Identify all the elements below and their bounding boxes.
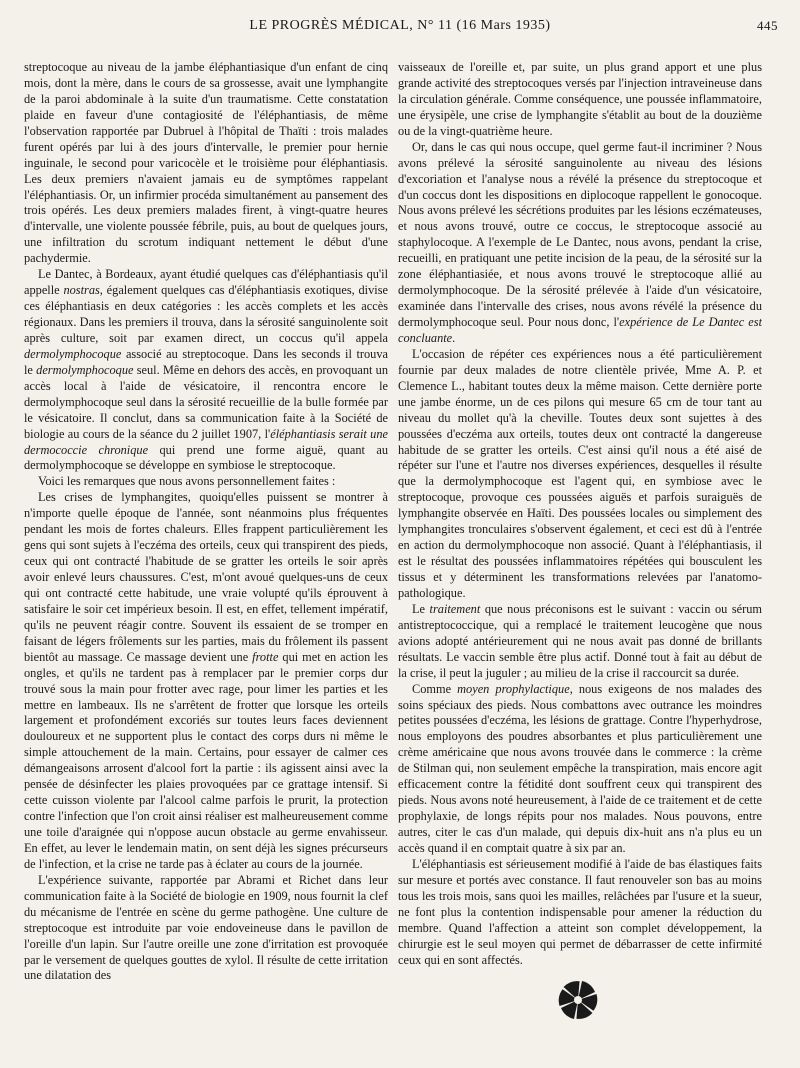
paragraph bbox=[398, 602, 762, 682]
paragraph bbox=[24, 490, 388, 873]
paragraph: L'occasion de répéter ces expériences nous a été particulièrement fournie par deux malades de notre clientèle privée, Mme A. P. et Clemence L., habitant toutes deux la même maison. Cette dernière porte une jambe énorme, un de ces pilons qui mesure 65 cm de tour tant au niveau du mollet qu'à la cheville. Toutes deux sont sujettes à des poussées d'eczéma aux orteils, toutes deux ont contracté la dangereuse habitude de se gratter les orteils. C'est ainsi qu'il nous a été aisé de répéter sur l'une et l'autre nos diverses expériences, desquelles il résulte que la dermolymphocoque est l'agent qui, en symbiose avec le streptocoque, provoque ces poussées aiguës et parfois suraiguës de lymphangite observée en Haïti. Des poussées locales ou simplement des lymphangites tronculaires s'observent également, et ceci est dû à l'entrée en action du dermolymphocoque non associé. Quant à l'éléphantiasis, il est le résultat des poussées inflammatoires répétées qui bousculent les tissus et y déterminent les transformations relevées par l'anatomo-pathologique. bbox=[398, 346, 762, 600]
italic-text: dermolymphocoque bbox=[36, 362, 134, 377]
italic-text: dermolymphocoque bbox=[24, 346, 122, 361]
text-run: qui prend une forme aiguë, quant au dermolymphocoque se développe en symbiose le streptocoque. bbox=[24, 442, 388, 473]
italic-text: frotte bbox=[252, 649, 279, 664]
text-run: , également quelques cas d'éléphantiasis exotiques, divise ces éléphantiasis en deux catégories : les accès complets et les accès régionaux. Dans les premiers il trouva, dans la sérosité sanguinolente soit après culture, soit par examen direct, un coccus qu'il appela bbox=[24, 283, 388, 345]
running-header bbox=[0, 18, 800, 40]
paragraph: L'expérience suivante, rapportée par Abrami et Richet dans leur communication faite à la Société de biologie en 1909, nous fournit la clef du mécanisme de l'entrée en scène du germe pathogène. Une culture de streptocoque est introduite par voie endoveineuse dans le pavillon de l'oreille d'un lapin. Sur l'autre oreille une zone d'irritation est provoquée par le versement de quelques gouttes de xylol. Il résulte de cette irritation une dilatation des bbox=[24, 872, 388, 983]
page-number: 445 bbox=[757, 18, 778, 33]
italic-text: traitement bbox=[429, 601, 481, 616]
paragraph: streptocoque au niveau de la jambe éléphantiasique d'un enfant de cinq mois, dont la mère, dans le cours de sa grossesse, avait une lymphangite de la paroi abdominale à la suite d'un traumatisme. Cette constatation plaide en faveur d'une contagiosité de l'éléphantiasis, de même l'observation rapportée par Dubruel à l'hôpital de Thaïti : trois malades furent opérés par lui à des jours d'intervalle, le premier pour hernie inguinale, le second pour varicocèle et le troisième pour éléphantiasis. Les deux premiers n'avaient jamais eu de symptômes rappelant l'éléphantiasis. Or, un infirmier procéda simultanément au pansement des trois opérés. Les deux premiers malades firent, à vingt-quatre heures d'intervalle, une violente poussée fébrile, puis, au bout de quelques jours, une infiltration du scrotum indiquant nettement le début d'une pachydermie. bbox=[24, 60, 388, 266]
text-run: Le bbox=[412, 601, 430, 616]
italic-text: expérience de Le Dantec est concluante bbox=[398, 315, 762, 345]
text-run: Le Dantec, à Bordeaux, ayant étudié quelques cas d'éléphantiasis qu'il appelle bbox=[24, 267, 388, 298]
text-run: Or, dans le cas qui nous occupe, quel germe faut-il incriminer ? Nous avons prélevé la sérosité sanguinolente au niveau des lésions d'excoriation et l'analyse nous a révélé la présence du streptocoque et d'un coccus dont les dispositions en diplocoque rappellent le gonocoque. Nous avons prélevé les sécrétions produites par les lésions eczémateuses, et nous avons trouvé, outre ce coccus, le streptocoque associé au staphylocoque. A l'exemple de Le Dantec, nous avons, pendant la crise, recueilli, en pratiquant une petite incision de la peau, de la sérosité sur la zone éléphantiasiée, et nous avons trouvé le streptocoque allié au dermolymphocoque. De la sérosité prélevée à l'aide d'un vésicatoire, examinée dans l'intervalle des crises, nous avons révélé la présence du dermolymphocoque seul. Pour nous donc, l' bbox=[398, 139, 762, 329]
journal-title: LE PROGRÈS MÉDICAL, N° 11 (16 Mars 1935) bbox=[249, 18, 551, 33]
right-column bbox=[398, 60, 762, 1020]
italic-text: éléphantiasis serait une dermococcie chronique bbox=[24, 426, 388, 457]
paragraph: Voici les remarques que nous avons personnellement faites : bbox=[38, 474, 336, 489]
paragraph bbox=[398, 682, 762, 857]
text-run: . bbox=[452, 330, 456, 345]
paragraph: vaisseaux de l'oreille et, par suite, un plus grand apport et une plus grande activité des streptocoques versés par l'injection intraveineuse dans la circulation générale. Comme conséquence, une poussée inflammatoire, une érysipèle, une crise de lymphangite s'établit au bout de la douzième ou de la vingt-quatrième heure. bbox=[398, 60, 762, 138]
pinwheel-fleuron-icon bbox=[556, 978, 600, 1022]
text-run: qui met en action les ongles, et qu'ils ne tardent pas à remplacer par le premier corps dur trouvé sous la main pour frotter avec rage, pour limer les parties et les mettre en lambeaux. Ils ne s'arrêtent de frotter que lorsque les orteils largement et profondément excoriés sur toutes leurs faces deviennent douloureux et ne supportent plus le contact des corps durs ni même le simple attouchement de la main. Certains, pour essayer de calmer ces démangeaisons arrosent d'alcool fort la partie : ils agissent ainsi avec la pensée de désinfecter les plaies provoquées par ce grattage intensif. Si cette cuisson violente par l'alcool calme parfois le prurit, la protection contre l'infection que l'on croit ainsi réaliser est malheureusement comme une toile d'araignée qui n'oppose aucun obstacle au germe envahisseur. En effet, au lever le lendemain matin, on sent déjà les signes précurseurs de l'infection, et la crise ne tarde pas à éclater au cours de la journée. bbox=[24, 649, 388, 871]
text-run: que nous préconisons est le suivant : vaccin ou sérum antistreptococcique, qui a remplacé le traitement leucogène que nous avions adopté antérieurement qui ne nous avait pas donné de brillants résultats. Le vaccin semble être plus actif. Donné tout à fait au début de la crise, il peut la juguler ; au milieu de la crise il raccourcit sa durée. bbox=[398, 601, 762, 680]
text-run: Comme bbox=[412, 681, 458, 696]
text-run: Les crises de lymphangites, quoiqu'elles puissent se montrer à n'importe quelle époque de l'année, sont néanmoins plus fréquentes pendant les mois de fortes chaleurs. Elles frappent particulièrement les gens qui sont sujets à l'eczéma des orteils, ceux qui transpirent des pieds, ceux qui ont contracté l'habitude de se gratter les orteils le soir après avoir enlevé leurs chaussures. C'est, m'ont avoué quelques-uns de ceux qui ont contracté cette habitude, une vraie volupté qu'ils éprouvent à satisfaire le soir cet impérieux besoin. Il est, en effet, tellement impératif, qu'ils ne peuvent réagir contre. Souvent ils essaient de se tromper en faisant de légers frôlements sur les parties, mais du frôlement ils passent bientôt au massage. Ce massage devient une bbox=[24, 490, 388, 664]
italic-text: moyen prophylactique bbox=[457, 681, 570, 696]
text-run: , nous exigeons de nos malades des soins spéciaux des pieds. Nous combattons avec outrance les moindres petites poussées d'eczéma, les lésions de grattage. Contre l'hyperhydrose, nous employons des poudres absorbantes et plus particulièrement une crème américaine que nous avons trouvée dans le commerce : la crème de Stilman qui, non seulement empêche la transpiration, mais encore agit efficacement contre la fétidité dont souffrent ceux qui transpirent des pieds. Nous avons noté heureusement, à l'aide de ce traitement et de cette prophylaxie, de longs répits pour nos malades. Nous pouvons, entre autres, citer le cas d'un malade, qui depuis dix-huit ans n'a plus eu un accès quand il en comptait quatre à six par an. bbox=[398, 681, 762, 855]
paragraph: L'éléphantiasis est sérieusement modifié à l'aide de bas élastiques faits sur mesure et portés avec constance. Il faut renouveler son bas au moins tous les trois mois, sans quoi les mailles, relâchées par l'usure et la sueur, ne font plus la contention indispensable pour amener la réduction du membre. Quand l'affection a atteint son complet développement, la chirurgie est le seul moyen qui permet de débarrasser de cette infirmité ceux qui en sont affectés. bbox=[398, 856, 762, 967]
italic-text: nostras bbox=[63, 283, 100, 298]
paragraph bbox=[24, 267, 388, 474]
left-column bbox=[24, 60, 388, 1020]
text-run: seul. Même en dehors des accès, en provoquant un accès local à l'aide de vésicatoire, il rencontra encore le dermolymphocoque seul dans la sérosité recueillie de la bulle formée par le vésicatoire. Il conclut, dans sa communication faite à la Société de biologie au cours de la séance du 2 juillet 1907, l' bbox=[24, 362, 388, 441]
paragraph bbox=[398, 140, 762, 347]
text-run: associé au streptocoque. Dans les seconds il trouva le bbox=[24, 346, 388, 377]
